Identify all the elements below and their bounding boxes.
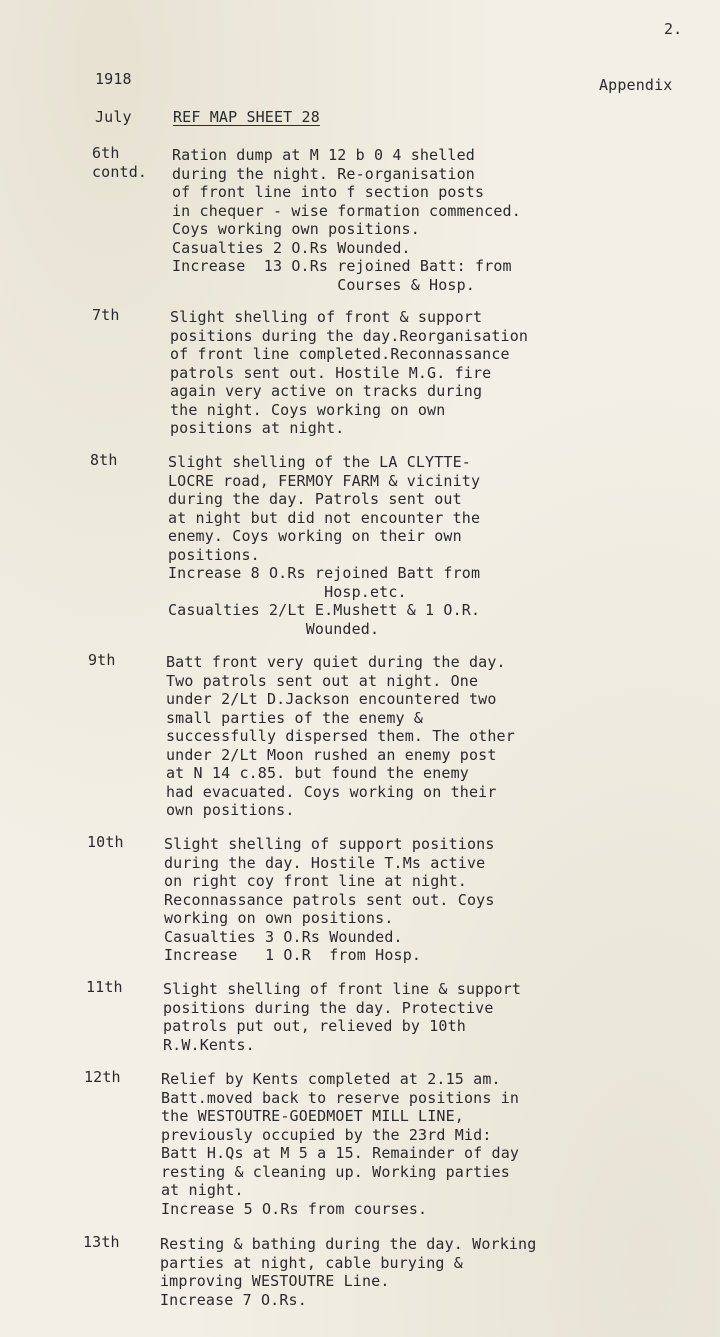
entry-line: Ration dump at M 12 b 0 4 shelled (172, 146, 475, 164)
entry-line: previously occupied by the 23rd Mid: (161, 1125, 492, 1144)
entry-line: under 2/Lt D.Jackson encountered two (166, 690, 497, 708)
entry-line: patrols put out, relieved by 10th (163, 1017, 466, 1035)
entry-line: of front line completed.Reconnassance (170, 345, 510, 363)
entry-line: Slight shelling of front line & support (163, 980, 522, 998)
entry-line: Relief by Kents completed at 2.15 am. (161, 1070, 501, 1088)
entry-line: Increase 13 O.Rs rejoined Batt: from (172, 257, 512, 275)
entry-line: in chequer - wise formation commenced. (172, 201, 521, 220)
year-label: 1918 (95, 70, 132, 88)
page-number: 2. (664, 20, 683, 38)
entry-text (163, 980, 521, 1054)
entry-line: during the day. Patrols sent out (168, 490, 462, 508)
entry-date: 12th (84, 1068, 121, 1086)
entry-date: 9th (88, 651, 116, 669)
entry-line: Slight shelling of front & support (170, 308, 483, 326)
entry-line: Reconnassance patrols sent out. Coys (164, 890, 495, 909)
appendix-label: Appendix (599, 76, 673, 94)
entry-line: Batt front very quiet during the day. (166, 653, 506, 671)
entry-date: 13th (83, 1233, 120, 1251)
entry-line: Batt H.Qs at M 5 a 15. Remainder of day (161, 1144, 520, 1162)
entry-line: Casualties 2 O.Rs Wounded. (172, 238, 411, 257)
entry-line: Casualties 3 O.Rs Wounded. (164, 927, 403, 946)
entry-line: of front line into f section posts (172, 183, 485, 201)
entry-line: positions. (168, 545, 260, 564)
entry-line: Two patrols sent out at night. One (166, 671, 479, 690)
entry-line: Increase 8 O.Rs rejoined Batt from (168, 564, 481, 582)
entry-line: resting & cleaning up. Working parties (161, 1162, 510, 1181)
entry-line: Casualties 2/Lt E.Mushett & 1 O.R. (168, 601, 481, 619)
entry-text (168, 453, 480, 638)
entry-line: Increase 1 O.R from Hosp. (164, 946, 422, 964)
entry-line: own positions. (166, 801, 295, 819)
entry-line: Coys working own positions. (172, 220, 420, 238)
entry-line: Batt.moved back to reserve positions in (161, 1088, 520, 1107)
entry-line: at night. (161, 1181, 244, 1199)
entry-line: Increase 5 O.Rs from courses. (161, 1199, 428, 1218)
entry-line: Slight shelling of support positions (164, 835, 495, 853)
entry-line: successfully dispersed them. The other (166, 727, 515, 745)
entry-line: small parties of the enemy & (166, 708, 424, 727)
entry-line: R.W.Kents. (163, 1035, 255, 1054)
month-label: July (95, 108, 132, 126)
entry-text (166, 653, 515, 820)
entry-line: positions at night. (170, 419, 345, 437)
entry-date: 7th (92, 306, 120, 324)
entry-line: positions during the day.Reorganisation (170, 326, 529, 345)
entry-text (172, 146, 521, 294)
entry-line: improving WESTOUTRE Line. (160, 1272, 390, 1290)
entry-line: parties at night, cable burying & (160, 1253, 463, 1272)
entry-date: 6th contd. (92, 144, 148, 181)
entry-text (160, 1235, 536, 1309)
entry-line: Slight shelling of the LA CLYTTE- (168, 453, 471, 471)
entry-line: Wounded. (168, 619, 380, 638)
entry-line: working on own positions. (164, 909, 394, 927)
entry-line: the night. Coys working on own (170, 400, 446, 419)
entry-line: under 2/Lt Moon rushed an enemy post (166, 745, 497, 764)
entry-line: on right coy front line at night. (164, 872, 467, 890)
entry-line: at N 14 c.85. but found the enemy (166, 764, 469, 782)
entry-line: Hosp.etc. (168, 582, 407, 601)
entry-line: patrols sent out. Hostile M.G. fire (170, 363, 492, 382)
entry-text (170, 308, 528, 438)
entry-line: again very active on tracks during (170, 382, 483, 400)
entry-line: LOCRE road, FERMOY FARM & vicinity (168, 471, 481, 490)
entry-line: had evacuated. Coys working on their (166, 782, 497, 801)
entry-line: during the night. Re-organisation (172, 164, 475, 183)
entry-line: during the day. Hostile T.Ms active (164, 853, 486, 872)
entry-line: Increase 7 O.Rs. (160, 1290, 307, 1309)
ref-map-heading: REF MAP SHEET 28 (173, 108, 320, 126)
entry-line: Courses & Hosp. (172, 275, 475, 294)
entry-line: the WESTOUTRE-GOEDMOET MILL LINE, (161, 1107, 464, 1125)
entry-line: Resting & bathing during the day. Working (160, 1235, 537, 1253)
entry-date: 10th (87, 833, 124, 851)
entry-line: enemy. Coys working on their own (168, 527, 462, 545)
entry-line: at night but did not encounter the (168, 508, 481, 527)
entry-text (164, 835, 495, 965)
entry-text (161, 1070, 519, 1218)
entry-date: 8th (90, 451, 118, 469)
entry-line: positions during the day. Protective (163, 998, 494, 1017)
entry-date: 11th (86, 978, 123, 996)
